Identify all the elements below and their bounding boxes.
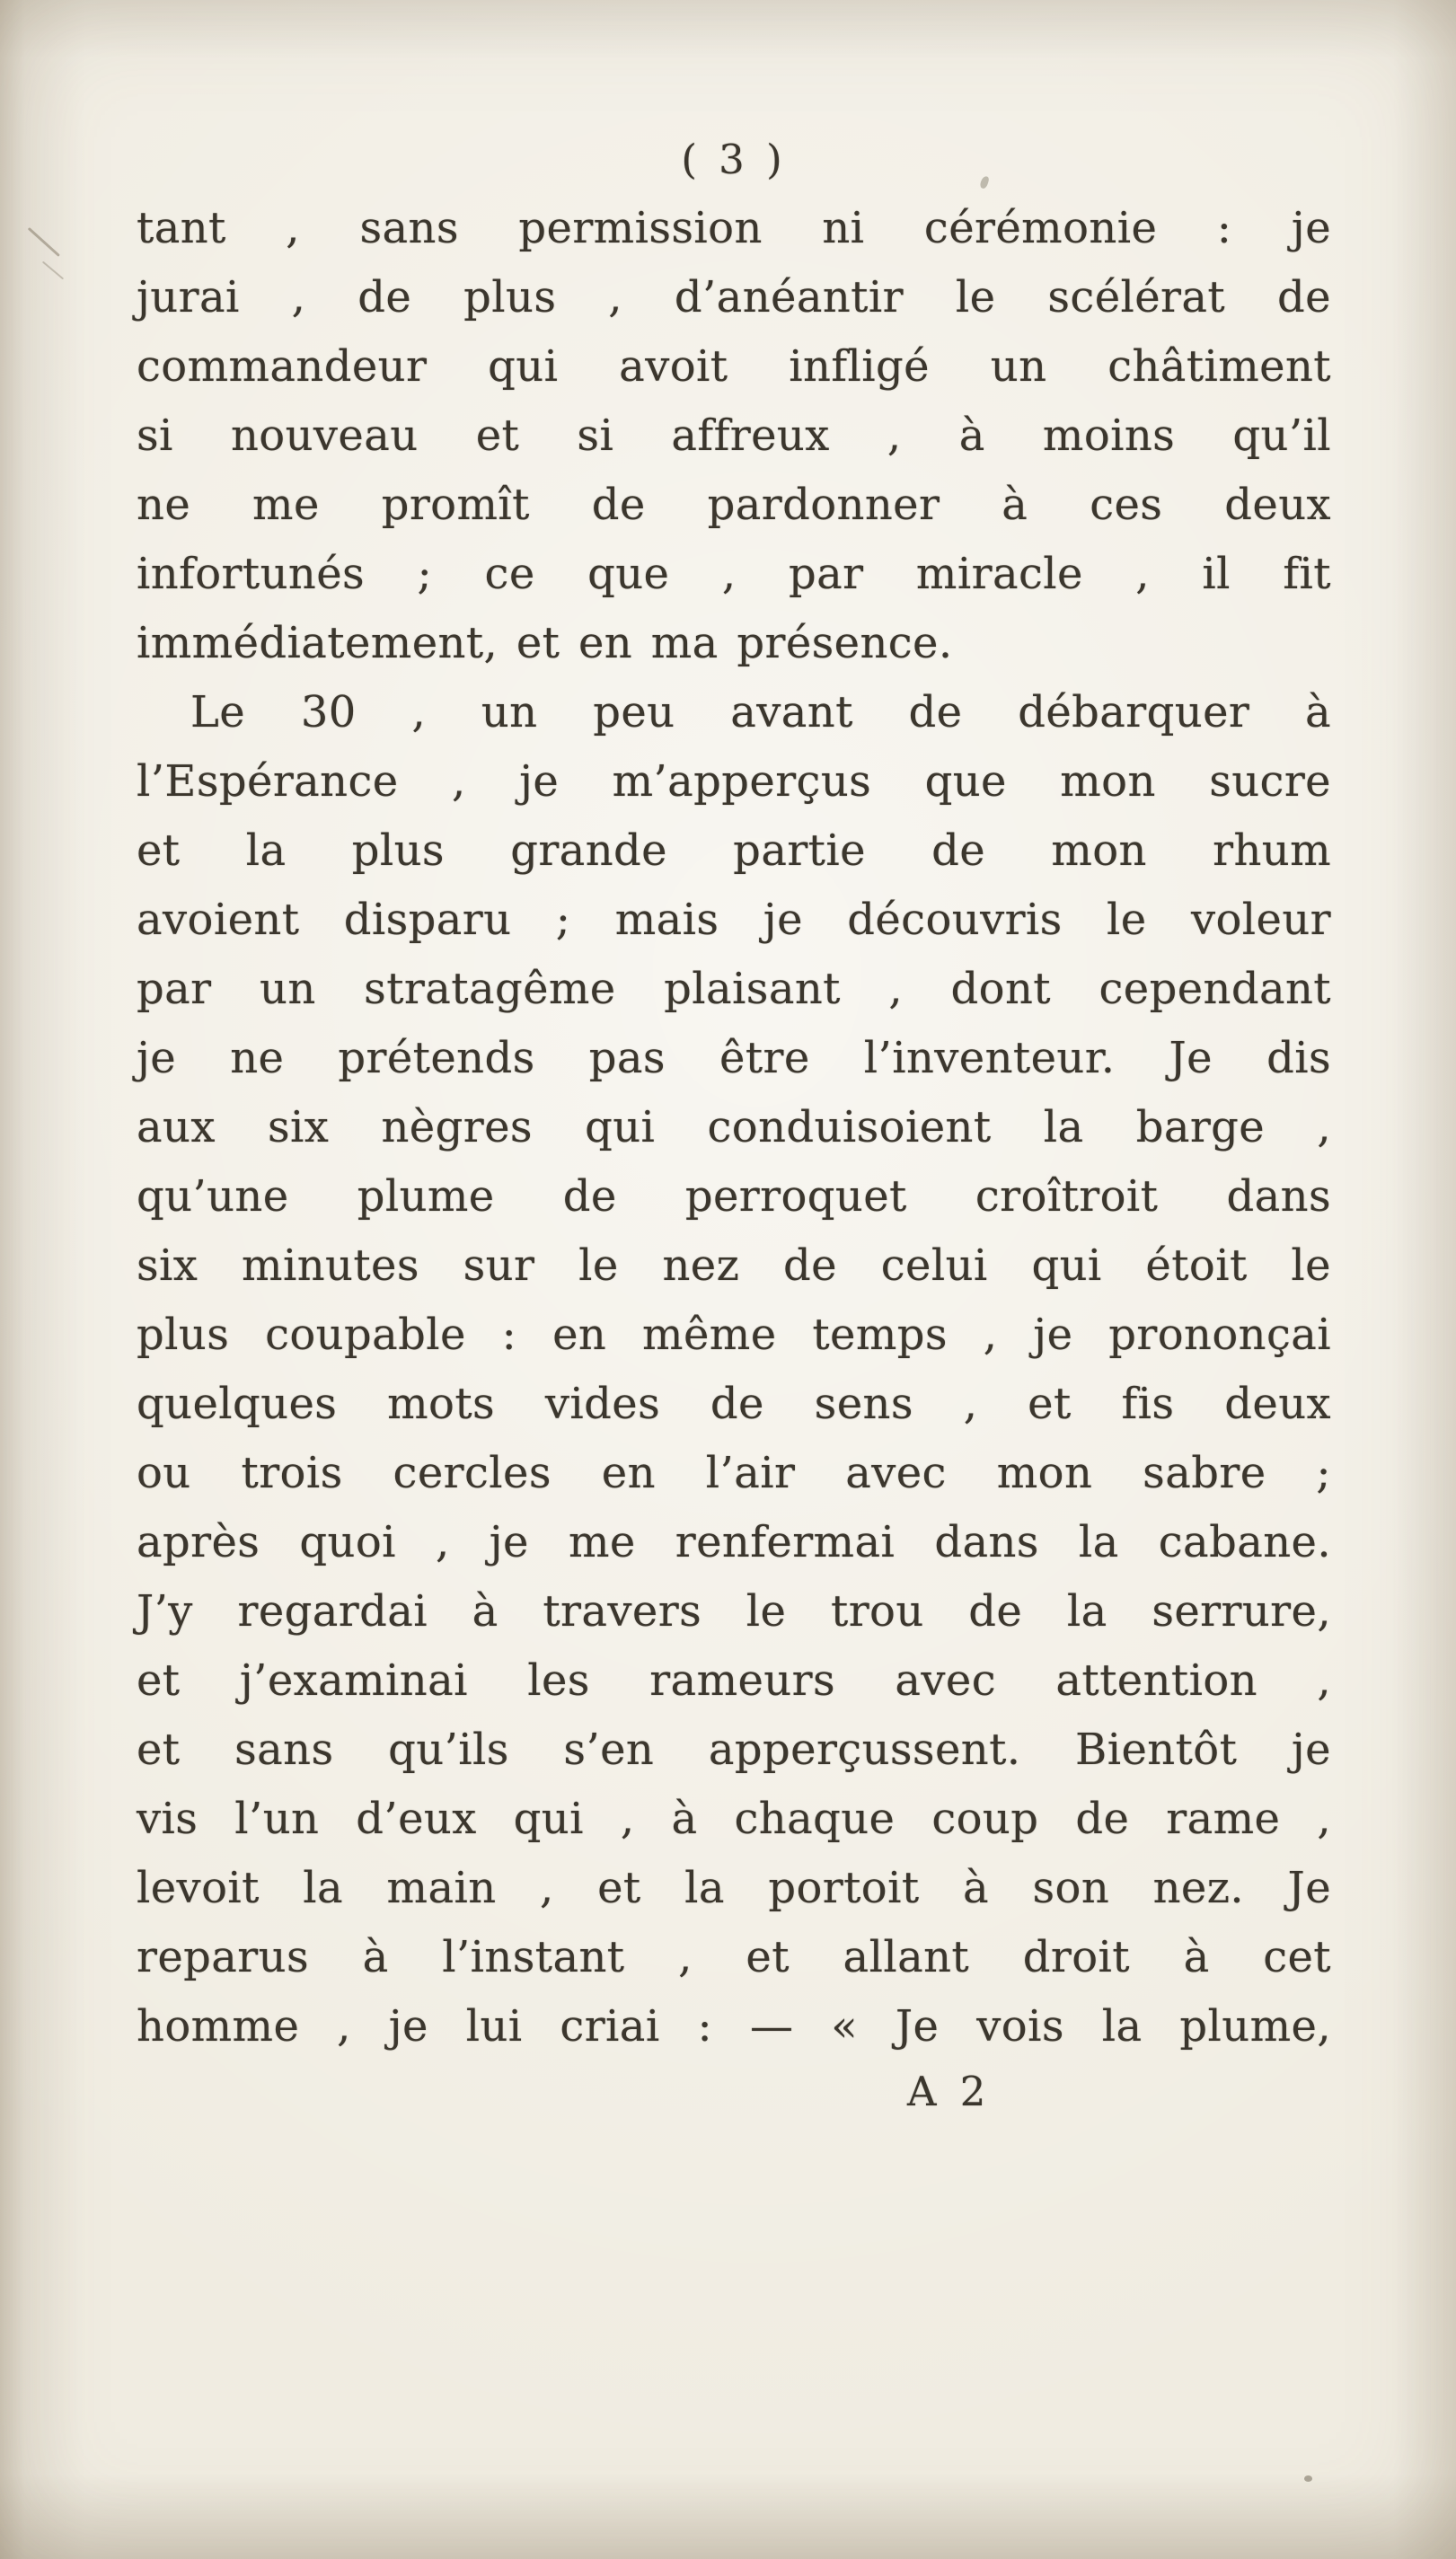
- text-line: J’y regardai à travers le trou de la serrure,: [137, 1586, 1331, 1637]
- text-line: reparus à l’instant , et allant droit à cet: [137, 1932, 1331, 1982]
- ink-speck: [1304, 2475, 1312, 2482]
- paper-blemish: [28, 227, 60, 257]
- text-line: je ne prétends pas être l’inventeur. Je dis: [137, 1033, 1331, 1083]
- text-line: et la plus grande partie de mon rhum: [137, 825, 1331, 876]
- text-line: si nouveau et si affreux , à moins qu’il: [137, 410, 1331, 461]
- signature-mark: A 2: [907, 2068, 992, 2115]
- text-line: l’Espérance , je m’apperçus que mon sucre: [137, 756, 1331, 807]
- text-line: vis l’un d’eux qui , à chaque coup de rame ,: [137, 1794, 1331, 1844]
- page-number: ( 3 ): [681, 136, 787, 183]
- text-line: homme , je lui criai : — « Je vois la plume,: [137, 2001, 1331, 2052]
- text-line: levoit la main , et la portoit à son nez. Je: [137, 1863, 1331, 1913]
- text-line-paragraph-end: immédiatement, et en ma présence.: [137, 618, 953, 668]
- text-line: six minutes sur le nez de celui qui étoit le: [137, 1240, 1331, 1291]
- text-line: qu’une plume de perroquet croîtroit dans: [137, 1171, 1331, 1222]
- text-line: et sans qu’ils s’en apperçussent. Bientôt je: [137, 1725, 1331, 1775]
- text-block: [137, 194, 1331, 2061]
- text-line: tant , sans permission ni cérémonie : je: [137, 203, 1331, 253]
- text-line: avoient disparu ; mais je découvris le voleur: [137, 895, 1331, 945]
- text-line: infortunés ; ce que , par miracle , il fit: [137, 549, 1331, 599]
- paper-blemish: [42, 261, 64, 280]
- text-line: ou trois cercles en l’air avec mon sabre ;: [137, 1448, 1331, 1498]
- text-line: après quoi , je me renfermai dans la cabane.: [137, 1517, 1331, 1567]
- text-line: plus coupable : en même temps , je prononçai: [137, 1310, 1331, 1360]
- text-line: par un stratagême plaisant , dont cependant: [137, 964, 1331, 1014]
- text-line: jurai , de plus , d’anéantir le scélérat de: [137, 272, 1331, 322]
- text-line: aux six nègres qui conduisoient la barge ,: [137, 1102, 1331, 1152]
- text-line: commandeur qui avoit infligé un châtiment: [137, 341, 1331, 392]
- text-line-paragraph-start: Le 30 , un peu avant de débarquer à: [190, 687, 1331, 737]
- text-line: quelques mots vides de sens , et fis deux: [137, 1379, 1331, 1429]
- text-line: et j’examinai les rameurs avec attention ,: [137, 1655, 1331, 1706]
- text-line: ne me promît de pardonner à ces deux: [137, 480, 1331, 530]
